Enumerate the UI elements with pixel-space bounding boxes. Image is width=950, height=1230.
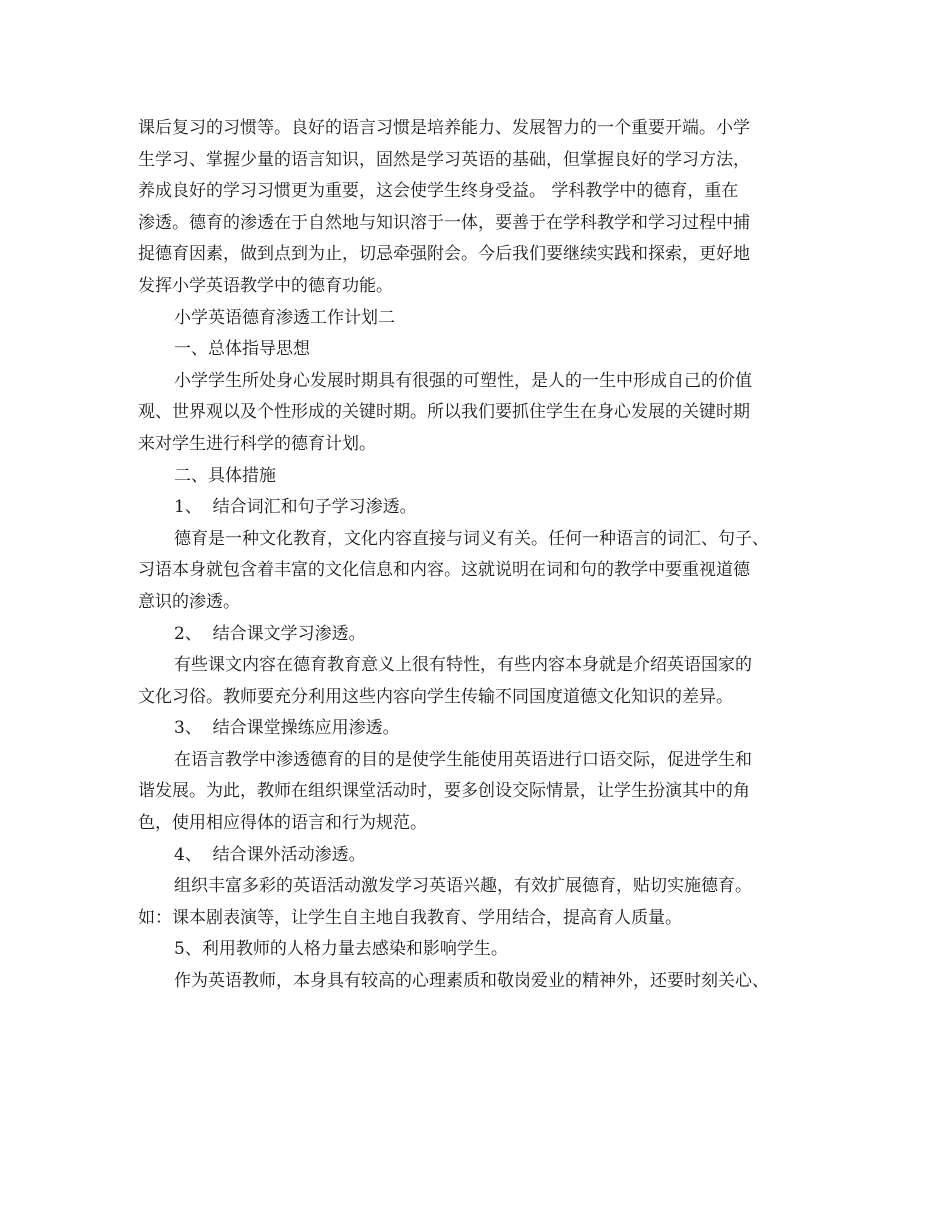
paragraph-line: 观、世界观以及个性形成的关键时期。所以我们要抓住学生在身心发展的关键时期 [138, 402, 750, 423]
paragraph-line: 有些课文内容在德育教育意义上很有特性，有些内容本身就是介绍英语国家的 [174, 655, 752, 676]
paragraph-line: 小学学生所处身心发展时期具有很强的可塑性，是人的一生中形成自己的价值 [174, 370, 752, 391]
paragraph-line: 在语言教学中渗透德育的目的是使学生能使用英语进行口语交际，促进学生和 [174, 749, 752, 770]
paragraph-line: 色，使用相应得体的语言和行为规范。 [138, 813, 427, 834]
list-heading: 5、利用教师的人格力量去感染和影响学生。 [174, 939, 508, 960]
paragraph-line: 生学习、掌握少量的语言知识，固然是学习英语的基础，但掌握良好的学习方法， [138, 149, 750, 170]
paragraph-line: 文化习俗。教师要充分利用这些内容向学生传输不同国度道德文化知识的差异。 [138, 686, 733, 707]
paragraph-line: 谐发展。为此，教师在组织课堂活动时，要多创设交际情景，让学生扮演其中的角 [138, 781, 750, 802]
section-heading: 一、总体指导思想 [174, 339, 310, 360]
paragraph-line: 组织丰富多彩的英语活动激发学习英语兴趣，有效扩展德育，贴切实施德育。 [174, 876, 752, 897]
paragraph-line: 发挥小学英语教学中的德育功能。 [138, 275, 393, 296]
list-heading: 2、 结合课文学习渗透。 [174, 623, 366, 644]
paragraph-line: 作为英语教师，本身具有较高的心理素质和敬岗爱业的精神外，还要时刻关心、 [174, 971, 769, 992]
section-heading: 二、具体措施 [174, 465, 276, 486]
list-heading: 3、 结合课堂操练应用渗透。 [174, 718, 400, 739]
paragraph-line: 如：课本剧表演等，让学生自主地自我教育、学用结合，提高育人质量。 [138, 907, 682, 928]
paragraph-line: 课后复习的习惯等。良好的语言习惯是培养能力、发展智力的一个重要开端。小学 [138, 118, 750, 138]
paragraph-line: 养成良好的学习习惯更为重要，这会使学生终身受益。 学科教学中的德育，重在 [138, 181, 739, 202]
paragraph-line: 意识的渗透。 [138, 591, 240, 612]
document-body [138, 113, 818, 998]
paragraph-line: 习语本身就包含着丰富的文化信息和内容。这就说明在词和句的教学中要重视道德 [138, 560, 750, 581]
list-heading: 1、 结合词汇和句子学习渗透。 [174, 497, 417, 518]
section-title: 小学英语德育渗透工作计划二 [174, 307, 395, 328]
paragraph-line: 捉德育因素，做到点到为止，切忌牵强附会。今后我们要继续实践和探索，更好地 [138, 244, 750, 265]
paragraph-line: 来对学生进行科学的德育计划。 [138, 433, 376, 454]
paragraph-line: 渗透。德育的渗透在于自然地与知识溶于一体，要善于在学科教学和学习过程中捕 [138, 212, 750, 233]
list-heading: 4、 结合课外活动渗透。 [174, 844, 366, 865]
paragraph-line: 德育是一种文化教育，文化内容直接与词义有关。任何一种语言的词汇、句子、 [174, 528, 769, 549]
